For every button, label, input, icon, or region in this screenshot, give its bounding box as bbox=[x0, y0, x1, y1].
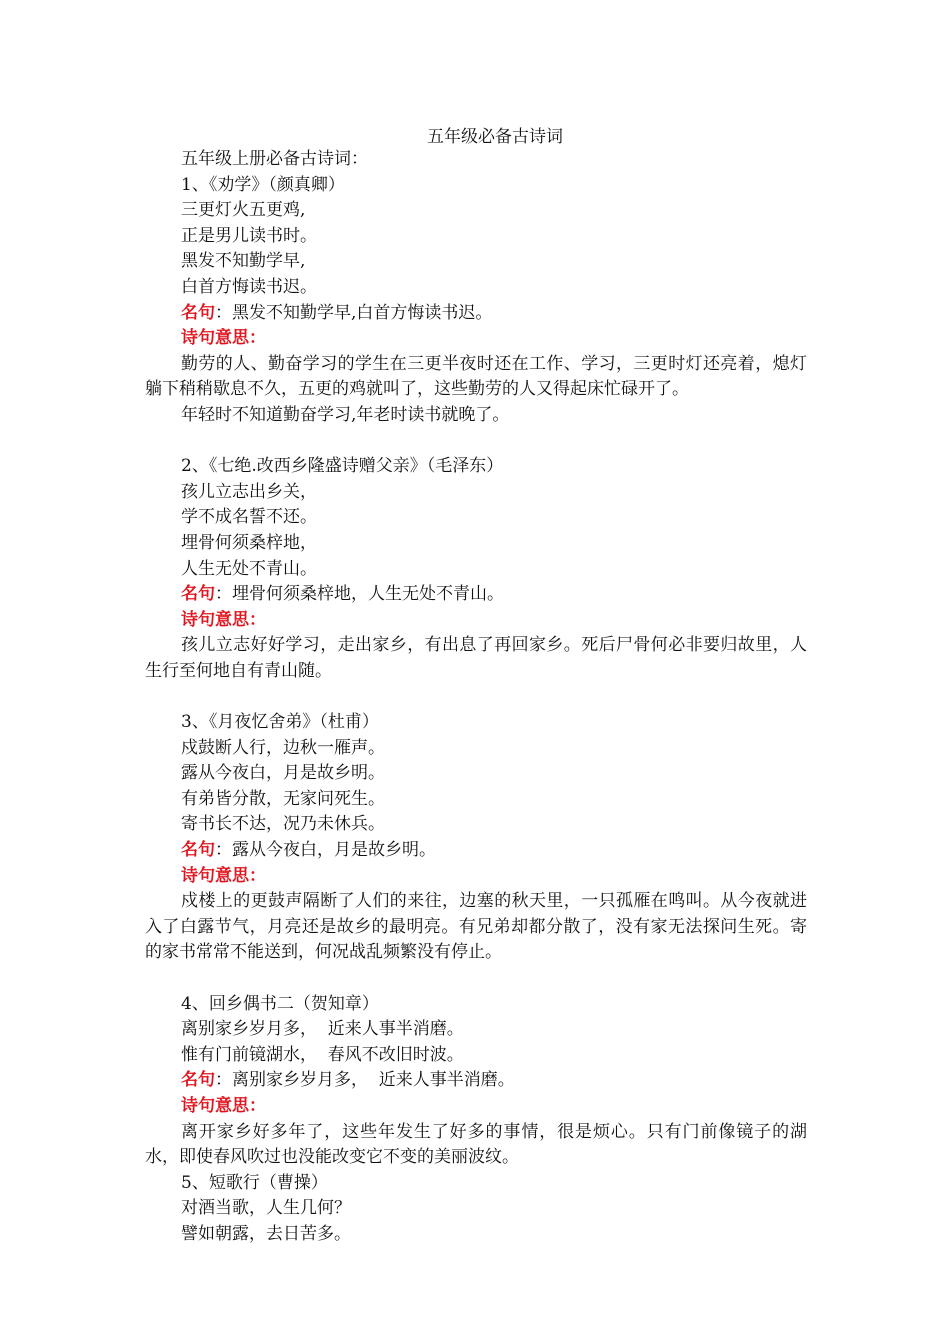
famous-text: ：埋骨何须桑梓地，人生无处不青山。 bbox=[215, 584, 504, 605]
famous-line bbox=[145, 1068, 807, 1094]
meaning-paragraph: 戍楼上的更鼓声隔断了人们的来往，边塞的秋天里，一只孤雁在鸣叫。从今夜就进入了白露节气，月亮还是故乡的最明亮。有兄弟却都分散了，没有家无法探问生死。寄的家书常常不能送到，何况战乱频繁没有停止。 bbox=[145, 891, 807, 963]
spacer bbox=[145, 429, 807, 455]
poem-heading: 4、回乡偶书二（贺知章） bbox=[181, 993, 379, 1014]
poem-line: 惟有门前镜湖水， 春风不改旧时波。 bbox=[181, 1044, 464, 1065]
famous-text: ：露从今夜白，月是故乡明。 bbox=[215, 840, 436, 861]
famous-line bbox=[145, 301, 807, 327]
famous-text: ：黑发不知勤学早,白首方悔读书迟。 bbox=[215, 302, 493, 323]
poem-line: 孩儿立志出乡关， bbox=[181, 481, 317, 502]
meaning-label: 诗句意思： bbox=[181, 865, 266, 886]
meaning-paragraph: 年轻时不知道勤奋学习,年老时读书就晚了。 bbox=[181, 404, 510, 425]
meaning-label: 诗句意思： bbox=[181, 609, 266, 630]
poem-line: 正是男儿读书时。 bbox=[181, 225, 317, 246]
meaning-paragraph: 离开家乡好多年了，这些年发生了好多的事情，很是烦心。只有门前像镜子的湖水，即使春风吹过也没能改变它不变的美丽波纹。 bbox=[145, 1121, 807, 1168]
poem-heading: 3、《月夜忆舍弟》（杜甫） bbox=[181, 712, 379, 733]
poem-heading: 2、《七绝.改西乡隆盛诗赠父亲》（毛泽东） bbox=[181, 456, 504, 477]
poem-line: 对酒当歌，人生几何？ bbox=[181, 1198, 351, 1219]
poem-line: 露从今夜白，月是故乡明。 bbox=[181, 763, 385, 784]
famous-label: 名句 bbox=[181, 840, 215, 861]
section-subtitle: 五年级上册必备古诗词： bbox=[181, 149, 368, 169]
meaning-label: 诗句意思： bbox=[181, 328, 266, 349]
poem-line: 学不成名誓不还。 bbox=[181, 507, 317, 528]
poem-heading: 5、短歌行（曹操） bbox=[181, 1172, 328, 1193]
poem-line: 三更灯火五更鸡, bbox=[181, 200, 306, 221]
famous-line bbox=[145, 582, 807, 608]
spacer bbox=[145, 966, 807, 992]
meaning-paragraph: 孩儿立志好好学习，走出家乡，有出息了再回家乡。死后尸骨何必非要归故里，人生行至何地自有青山随。 bbox=[145, 635, 807, 681]
famous-label: 名句 bbox=[181, 1070, 215, 1091]
famous-line bbox=[145, 838, 807, 864]
poem-line: 寄书长不达，况乃未休兵。 bbox=[181, 814, 385, 835]
document-body bbox=[145, 147, 807, 1248]
poem-line: 黑发不知勤学早, bbox=[181, 251, 306, 272]
poem-line: 白首方悔读书迟。 bbox=[181, 276, 317, 297]
meaning-paragraph: 勤劳的人、勤奋学习的学生在三更半夜时还在工作、学习，三更时灯还亮着，熄灯躺下稍稍歇息不久，五更的鸡就叫了，这些勤劳的人又得起床忙碌开了。 bbox=[145, 353, 807, 400]
poem-line: 埋骨何须桑梓地， bbox=[181, 532, 317, 553]
poem-line: 譬如朝露，去日苦多。 bbox=[181, 1223, 351, 1244]
poem-line: 戍鼓断人行，边秋一雁声。 bbox=[181, 737, 385, 758]
poem-heading: 1、《劝学》（颜真卿） bbox=[181, 174, 345, 195]
meaning-label: 诗句意思： bbox=[181, 1095, 266, 1116]
famous-text: ：离别家乡岁月多， 近来人事半消磨。 bbox=[215, 1070, 515, 1091]
poem-line: 有弟皆分散，无家问死生。 bbox=[181, 788, 385, 809]
famous-label: 名句 bbox=[181, 584, 215, 605]
poem-line: 人生无处不青山。 bbox=[181, 558, 317, 579]
poem-line: 离别家乡岁月多， 近来人事半消磨。 bbox=[181, 1019, 464, 1040]
page-title: 五年级必备古诗词 bbox=[427, 127, 563, 147]
famous-label: 名句 bbox=[181, 302, 215, 323]
spacer bbox=[145, 684, 807, 710]
